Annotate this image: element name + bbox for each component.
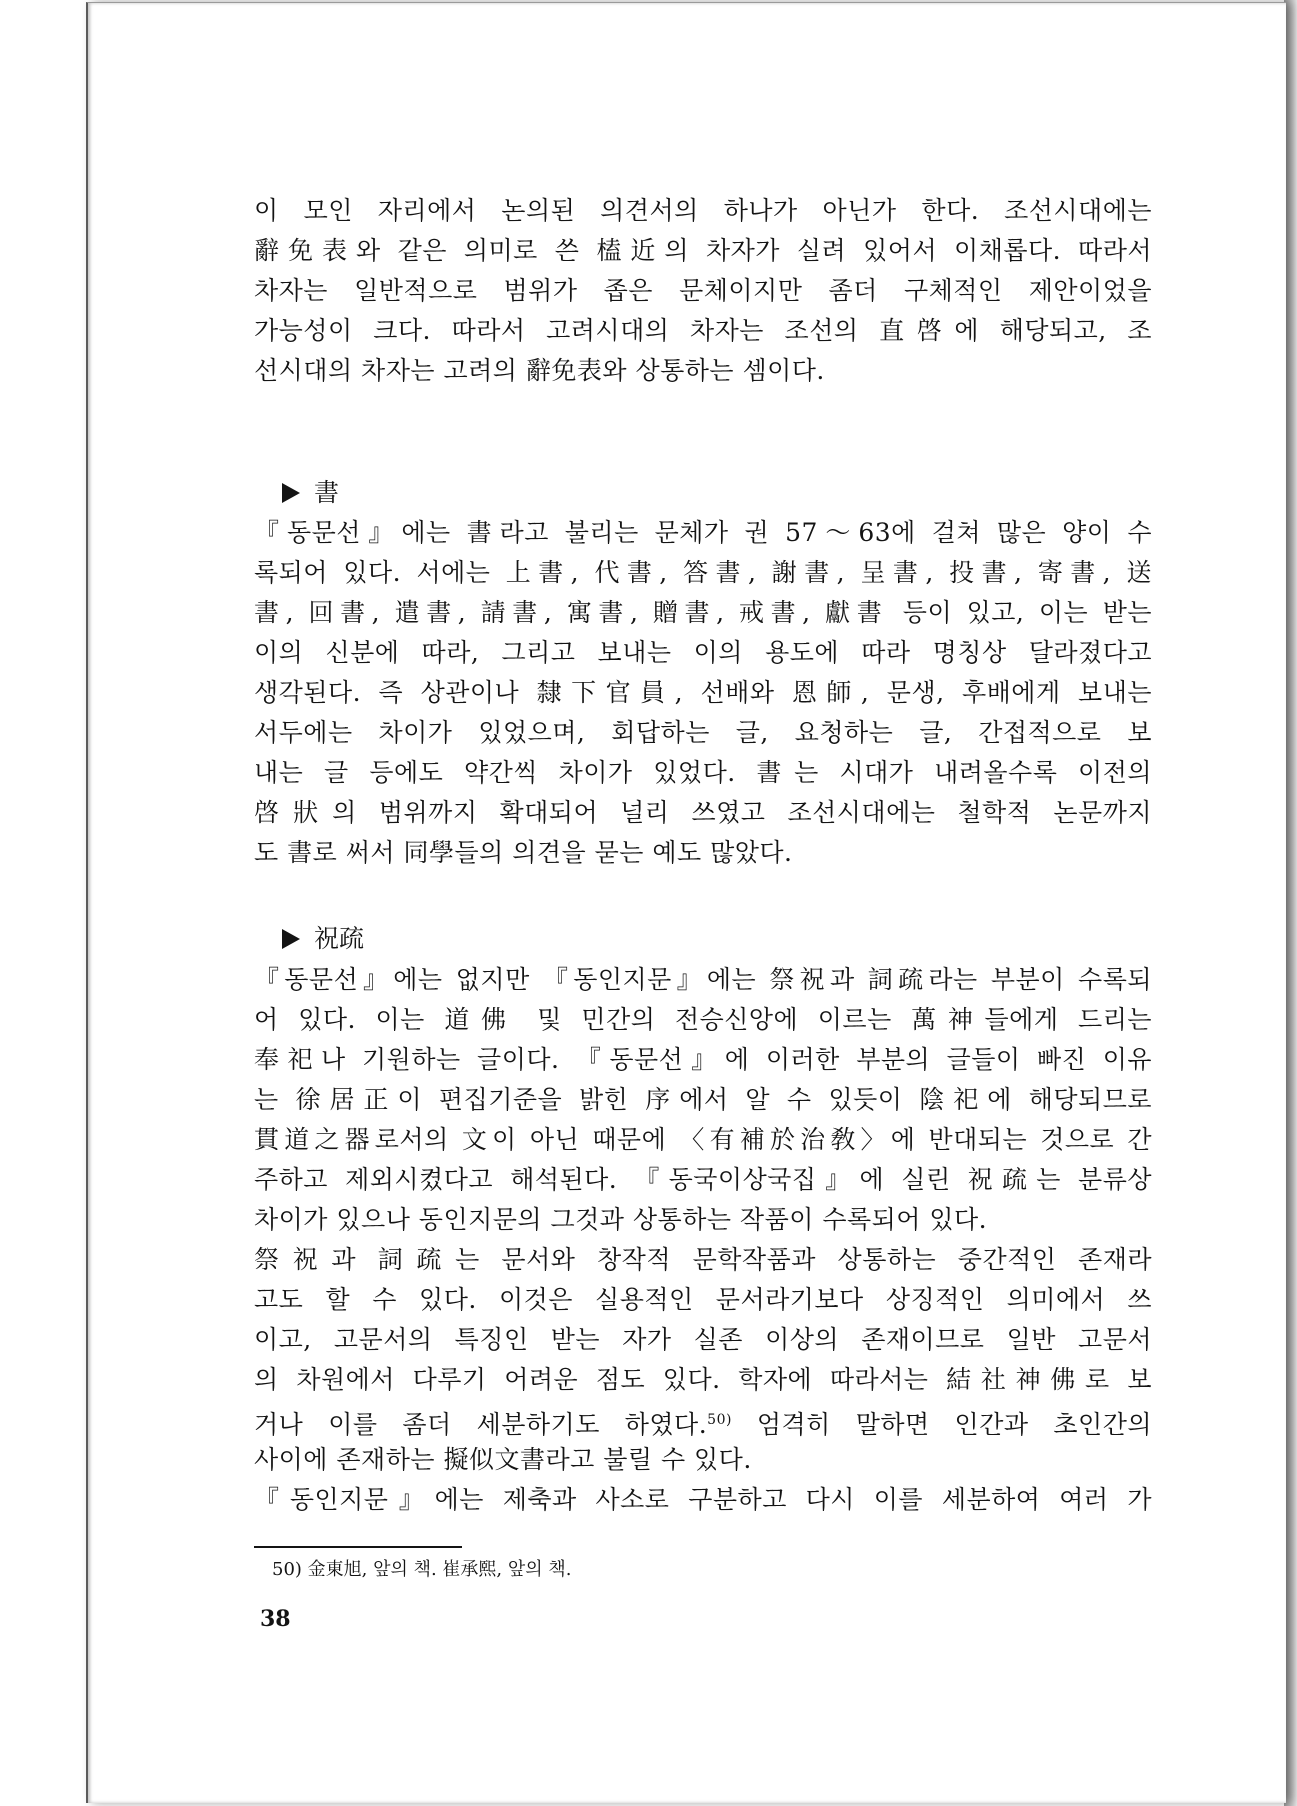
heading-text: 祝疏 (314, 924, 365, 953)
text-line: 이의 신분에 따라, 그리고 보내는 이의 용도에 따라 명칭상 달라졌다고 (254, 638, 1152, 667)
paragraph-2 (254, 513, 1152, 873)
triangle-bullet-icon (282, 929, 300, 949)
text-line: 書, 回書, 遣書, 請書, 寓書, 贈書, 戒書, 獻書 등이 있고, 이는 받는 (254, 598, 1152, 627)
text-line: 주하고 제외시켰다고 해석된다. 『동국이상국집』에 실린 祝疏는 분류상 (254, 1165, 1152, 1194)
page-number: 38 (260, 1606, 291, 1632)
section-heading-shu (282, 476, 339, 510)
text-line: 차이가 있으나 동인지문의 그것과 상통하는 작품이 수록되어 있다. (254, 1205, 988, 1234)
text-line: 이고, 고문서의 특징인 받는 자가 실존 이상의 존재이므로 일반 고문서 (254, 1325, 1152, 1354)
text-line: 『동문선』에는 書라고 불리는 문체가 권 57～63에 걸쳐 많은 양이 수 (254, 518, 1152, 547)
text-line: 생각된다. 즉 상관이나 隸下官員, 선배와 恩師, 문생, 후배에게 보내는 (254, 678, 1152, 707)
text-line: 는 徐居正이 편집기준을 밝힌 序에서 알 수 있듯이 陰祀에 해당되므로 (254, 1085, 1152, 1114)
text-line: 선시대의 차자는 고려의 辭免表와 상통하는 셈이다. (254, 356, 825, 385)
paragraph-1 (254, 191, 1152, 391)
footnote-divider (254, 1546, 462, 1548)
text-line: 가능성이 크다. 따라서 고려시대의 차자는 조선의 直啓에 해당되고, 조 (254, 316, 1152, 345)
text-segment: 엄격히 말하면 인간과 초인간의 (731, 1410, 1152, 1439)
paragraph-5 (254, 1480, 1152, 1520)
text-line: 어 있다. 이는 道佛 및 민간의 전승신앙에 이르는 萬神들에게 드리는 (254, 1005, 1152, 1034)
text-line: 祭祝과 詞疏는 문서와 창작적 문학작품과 상통하는 중간적인 존재라 (254, 1245, 1152, 1274)
text-line: 도 書로 써서 同學들의 의견을 묻는 예도 많았다. (254, 838, 793, 867)
text-line: 이 모인 자리에서 논의된 의견서의 하나가 아닌가 한다. 조선시대에는 (254, 196, 1152, 225)
text-line: 사이에 존재하는 擬似文書라고 불릴 수 있다. (254, 1445, 752, 1474)
heading-text: 書 (314, 478, 340, 507)
paragraph-3 (254, 960, 1152, 1240)
text-line: 貫道之器로서의 文이 아닌 때문에 〈有補於治敎〉에 반대되는 것으로 간 (254, 1125, 1152, 1154)
text-line: 啓狀의 범위까지 확대되어 널리 쓰였고 조선시대에는 철학적 논문까지 (254, 798, 1152, 827)
paragraph-4 (254, 1240, 1152, 1480)
footnote-reference[interactable]: 50) (707, 1412, 732, 1428)
text-line: 奉祀나 기원하는 글이다. 『동문선』에 이러한 부분의 글들이 빠진 이유 (254, 1045, 1152, 1074)
text-segment: 거나 이를 좀더 세분하기도 하였다. (254, 1410, 708, 1439)
text-line: 서두에는 차이가 있었으며, 회답하는 글, 요청하는 글, 간접적으로 보 (254, 718, 1152, 747)
text-line: 차자는 일반적으로 범위가 좁은 문체이지만 좀더 구체적인 제안이었을 (254, 276, 1152, 305)
text-line: 록되어 있다. 서에는 上書, 代書, 答書, 謝書, 呈書, 投書, 寄書, 送 (254, 558, 1152, 587)
text-line (254, 1400, 1152, 1440)
text-line: 의 차원에서 다루기 어려운 점도 있다. 학자에 따라서는 結社神佛로 보 (254, 1365, 1152, 1394)
text-line: 辭免表와 같은 의미로 쓴 榼近의 차자가 실려 있어서 이채롭다. 따라서 (254, 236, 1152, 265)
footnote-50: 50) 金東旭, 앞의 책. 崔承熙, 앞의 책. (272, 1559, 572, 1580)
text-line: 『동인지문』에는 제축과 사소로 구분하고 다시 이를 세분하여 여러 가 (254, 1485, 1152, 1514)
text-line: 고도 할 수 있다. 이것은 실용적인 문서라기보다 상징적인 의미에서 쓰 (254, 1285, 1152, 1314)
text-line: 내는 글 등에도 약간씩 차이가 있었다. 書는 시대가 내려올수록 이전의 (254, 758, 1152, 787)
text-line: 『동문선』에는 없지만 『동인지문』에는 祭祝과 詞疏라는 부분이 수록되 (254, 965, 1152, 994)
section-heading-zhushu (282, 922, 364, 956)
triangle-bullet-icon (282, 483, 300, 503)
